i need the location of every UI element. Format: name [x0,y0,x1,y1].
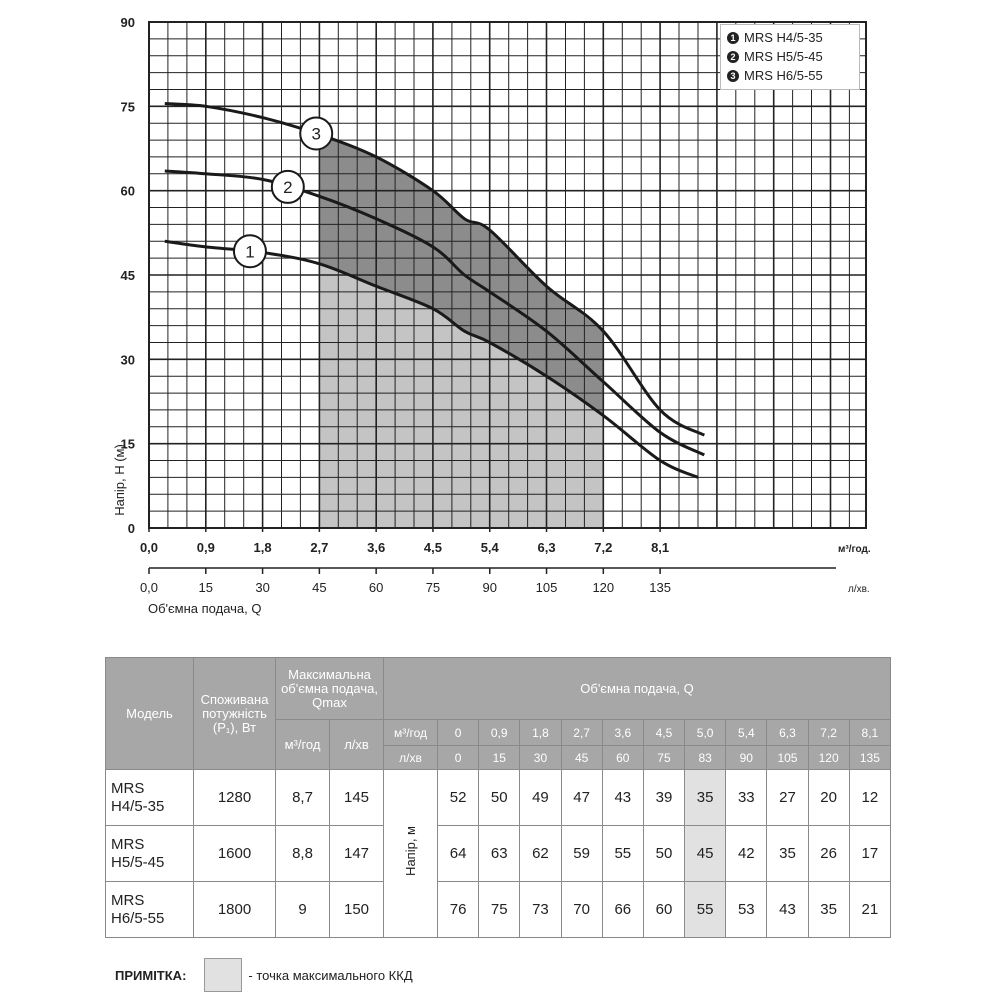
head-cell: 75 [479,882,520,938]
y-tick-label: 0 [127,521,135,536]
head-cell: 39 [643,770,684,826]
head-cell: 49 [520,770,561,826]
model-name-line1: MRS [111,779,145,797]
qmax-m3h-cell: 9 [276,882,330,938]
legend-item [727,28,853,47]
legend-item [727,47,853,66]
performance-table [105,657,891,938]
table-row [106,882,891,938]
operating-range-shading [319,134,603,528]
head-cell: 66 [602,882,643,938]
y-tick-label: 15 [120,436,135,452]
header-flow-lmin: л/хв [384,746,438,770]
x-tick-label-lmin: 15 [198,580,214,595]
model-name-line2: H5/5-45 [111,853,165,871]
y-tick-label: 60 [120,183,135,199]
flow-m3h-cell: 5,4 [726,720,767,746]
x-tick-label-m3h: 8,1 [651,540,670,555]
flow-lmin-cell: 15 [479,746,520,770]
flow-lmin-cell: 83 [685,746,726,770]
flow-lmin-cell: 0 [438,746,479,770]
flow-lmin-cell: 105 [767,746,808,770]
head-cell-max-efficiency: 45 [685,826,726,882]
x-tick-label-lmin: 60 [368,580,384,595]
curve-marker-label-2: 2 [283,177,293,197]
qmax-lmin-cell: 150 [330,882,384,938]
header-flow-m3h: м³/год [384,720,438,746]
head-cell: 21 [849,882,890,938]
head-cell: 12 [849,770,890,826]
legend-number-3: 3 [727,70,739,82]
head-cell: 26 [808,826,849,882]
head-cell: 35 [808,882,849,938]
legend-number-1: 1 [727,32,739,44]
head-cell: 33 [726,770,767,826]
legend-number-2: 2 [727,51,739,63]
model-name-line2: H6/5-55 [111,909,165,927]
chart-legend [720,24,860,90]
x-tick-label-lmin: 135 [649,580,671,595]
flow-m3h-cell: 8,1 [849,720,890,746]
flow-m3h-cell: 2,7 [561,720,602,746]
note-swatch [204,958,242,992]
y-tick-label: 90 [120,15,135,30]
model-name-line1: MRS [111,891,145,909]
x-tick-label-m3h: 5,4 [480,540,499,555]
head-cell: 42 [726,826,767,882]
head-cell: 59 [561,826,602,882]
model-cell [106,882,194,938]
flow-lmin-cell: 90 [726,746,767,770]
header-qmax-m3h: м³/год [276,720,330,770]
x-tick-label-lmin: 45 [312,580,327,595]
flow-lmin-cell: 30 [520,746,561,770]
head-cell: 43 [767,882,808,938]
flow-m3h-cell: 4,5 [643,720,684,746]
note [115,958,413,992]
header-qmax: Максимальна об'ємна подача, Qmax [276,658,384,720]
head-cell: 50 [479,770,520,826]
power-cell: 1600 [194,826,276,882]
head-cell: 17 [849,826,890,882]
x-tick-label-lmin: 90 [482,580,497,595]
model-cell [106,770,194,826]
flow-m3h-cell: 0,9 [479,720,520,746]
head-cell: 70 [561,882,602,938]
head-cell: 20 [808,770,849,826]
model-cell [106,826,194,882]
head-cell: 53 [726,882,767,938]
flow-m3h-cell: 0 [438,720,479,746]
x-tick-label-lmin: 105 [535,580,558,595]
head-cell-max-efficiency: 35 [685,770,726,826]
x-tick-label-lmin: 0,0 [139,580,159,595]
table-row [106,770,891,826]
flow-lmin-cell: 45 [561,746,602,770]
qmax-m3h-cell: 8,8 [276,826,330,882]
header-power: Споживана потужність (P₁), Вт [194,658,276,770]
flow-m3h-cell: 5,0 [685,720,726,746]
power-cell: 1280 [194,770,276,826]
flow-m3h-cell: 3,6 [602,720,643,746]
head-cell: 64 [438,826,479,882]
head-cell: 50 [643,826,684,882]
head-cell: 43 [602,770,643,826]
x-tick-label-m3h: 1,8 [253,540,272,555]
flow-m3h-cell: 1,8 [520,720,561,746]
head-label: Напір, м [403,826,419,876]
x-tick-label-lmin: 30 [255,580,270,595]
x-tick-label-lmin: 75 [425,580,441,595]
x-tick-label-m3h: 2,7 [310,540,329,555]
head-cell: 60 [643,882,684,938]
head-cell: 55 [602,826,643,882]
head-cell: 52 [438,770,479,826]
head-cell: 63 [479,826,520,882]
y-tick-label: 30 [120,352,135,368]
legend-label: MRS H4/5-35 [744,30,823,45]
y-axis-label: Напір, H (м) [112,444,127,516]
head-cell: 76 [438,882,479,938]
header-flow: Об'ємна подача, Q [384,658,891,720]
head-label-cell [384,770,438,938]
x-tick-label-m3h: 3,6 [367,540,386,555]
x-axis-unit-bottom: л/хв. [848,584,870,595]
head-cell: 73 [520,882,561,938]
model-name-line2: H4/5-35 [111,797,165,815]
table-row [106,826,891,882]
flow-lmin-cell: 75 [643,746,684,770]
flow-m3h-cell: 7,2 [808,720,849,746]
head-cell: 35 [767,826,808,882]
flow-lmin-cell: 135 [849,746,890,770]
x-tick-label-m3h: 4,5 [423,540,442,555]
x-tick-label-m3h: 0,0 [139,540,159,555]
flow-lmin-cell: 120 [808,746,849,770]
x-tick-label-m3h: 7,2 [594,540,613,555]
x-axis-unit-top: м³/год. [838,544,871,555]
y-tick-label: 75 [120,99,135,115]
x-tick-label-lmin: 120 [592,580,615,595]
header-model: Модель [106,658,194,770]
qmax-lmin-cell: 145 [330,770,384,826]
head-cell: 47 [561,770,602,826]
qmax-m3h-cell: 8,7 [276,770,330,826]
x-tick-label-m3h: 0,9 [196,540,215,555]
power-cell: 1800 [194,882,276,938]
flow-lmin-cell: 60 [602,746,643,770]
model-name-line1: MRS [111,835,145,853]
head-cell: 62 [520,826,561,882]
legend-label: MRS H6/5-55 [744,68,823,83]
curve-marker-label-1: 1 [245,242,255,262]
x-axis-label: Об'ємна подача, Q [148,601,262,616]
legend-label: MRS H5/5-45 [744,49,823,64]
qmax-lmin-cell: 147 [330,826,384,882]
note-label: ПРИМІТКА: [115,967,187,983]
flow-m3h-cell: 6,3 [767,720,808,746]
head-cell: 27 [767,770,808,826]
curve-marker-label-3: 3 [311,124,321,144]
legend-item [727,66,853,85]
head-cell-max-efficiency: 55 [685,882,726,938]
y-tick-label: 45 [120,268,135,283]
note-text: - точка максимального ККД [248,967,413,983]
x-tick-label-m3h: 6,3 [537,540,556,555]
header-qmax-lmin: л/хв [330,720,384,770]
